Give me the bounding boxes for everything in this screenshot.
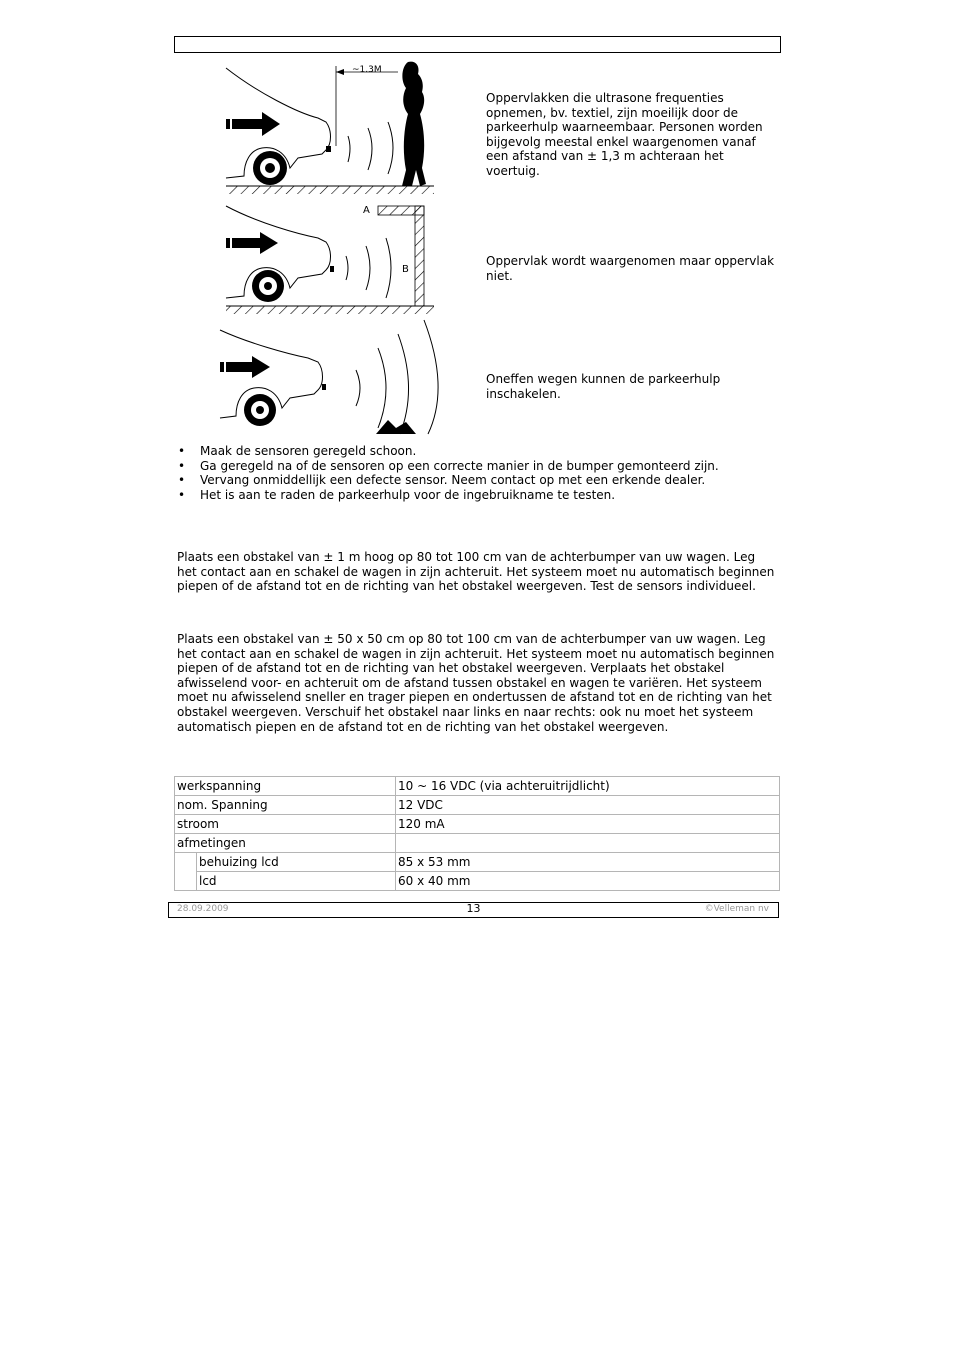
spec-value: 12 VDC [396, 796, 780, 815]
table-row [175, 834, 780, 853]
distance-label: ~1.3M [352, 65, 382, 75]
list-item: • Maak de sensoren geregeld schoon. [178, 444, 417, 458]
figure-wall-detection [226, 205, 434, 314]
list-item: • Het is aan te raden de parkeerhulp voor de ingebruikname te testen. [178, 487, 616, 502]
table-row [175, 815, 780, 834]
spec-label: stroom [175, 815, 396, 834]
arrow-icon [226, 232, 278, 254]
road-bump-icon [376, 420, 416, 434]
spec-label: nom. Spanning [175, 796, 396, 815]
spec-value: 120 mA [396, 815, 780, 834]
surface-b-label: B [402, 264, 409, 275]
indent-cell [175, 853, 197, 891]
spec-value [396, 834, 780, 853]
arrow-icon [226, 112, 280, 136]
spec-label: afmetingen [175, 834, 396, 853]
test-paragraph-2: Plaats een obstakel van ± 50 x 50 cm op 80 tot 100 cm van de achterbumper van uw wagen. Leg het contact aan en schakel de wagen in zijn achteruit. Het systeem moet nu automatisch beginnen piepen of de afstand tot en de richting van het obstakel weergeven. Verplaats het obstakel afwisselend voor- en achteruit om de afstand tussen obstakel en wagen te variëren. Het systeem moet nu afwisselend sneller en trager piepen en ondertussen de afstand tot en de richting van het obstakel weergeven. Verschuif het obstakel naar links en naar rechts: ook nu moet het systeem automatisch piepen en de afstand tot en de richting van het obstakel weergeven. [177, 632, 775, 734]
footer-copyright: ©Velleman nv [704, 904, 769, 914]
parking-sensor-figures [218, 58, 448, 436]
spec-label: werkspanning [175, 777, 396, 796]
table-row [175, 853, 780, 872]
list-item: • Ga geregeld na of de sensoren op een correcte manier in de bumper gemonteerd zijn. [178, 458, 719, 473]
maintenance-list [176, 444, 776, 502]
surface-a-label: A [363, 205, 370, 216]
spec-value: 10 ~ 16 VDC (via achteruitrijdlicht) [396, 777, 780, 796]
page-footer [168, 902, 779, 918]
figure-person-detection [226, 62, 434, 194]
table-row [175, 777, 780, 796]
caption-wall-detection: Oppervlak wordt waargenomen maar oppervlak niet. [486, 254, 775, 283]
list-item: • Vervang onmiddellijk een defecte sensor. Neem contact op met een erkende dealer. [178, 473, 706, 488]
test-paragraph-1: Plaats een obstakel van ± 1 m hoog op 80 tot 100 cm van de achterbumper van uw wagen. Leg het contact aan en schakel de wagen in zijn achteruit. Het systeem moet nu automatisch beginnen piepen of de afstand tot en de richting van het obstakel weergeven. Test de sensors individueel. [177, 550, 775, 594]
caption-person-detection: Oppervlakken die ultrasone frequenties opnemen, bv. textiel, zijn moeilijk door de parkeerhulp waarneembaar. Personen worden bijgevolg meestal enkel waargenomen vanaf een afstand van ± 1,3 m achteraan het voertuig. [486, 91, 763, 178]
page-number: 13 [466, 902, 481, 915]
spec-value: 60 x 40 mm [396, 872, 780, 891]
page-header-box [174, 36, 781, 53]
person-silhouette [402, 62, 426, 186]
caption-uneven-road: Oneffen wegen kunnen de parkeerhulp inschakelen. [486, 372, 721, 401]
figure-uneven-road [220, 320, 438, 434]
spec-value: 85 x 53 mm [396, 853, 780, 872]
table-row [175, 796, 780, 815]
table-row [175, 872, 780, 891]
specifications-table [174, 776, 780, 891]
arrow-icon [220, 356, 270, 378]
spec-label: behuizing lcd [197, 853, 396, 872]
spec-label: lcd [197, 872, 396, 891]
footer-date: 28.09.2009 [177, 904, 229, 914]
